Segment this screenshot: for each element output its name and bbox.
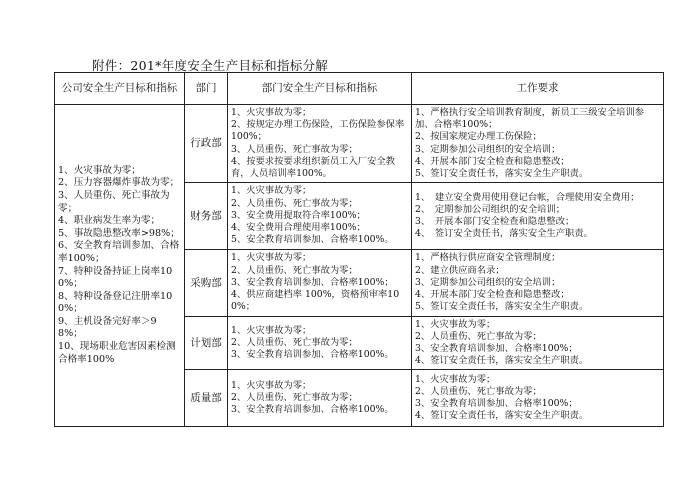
requirement-line: 2、人员重伤、死亡事故为零；: [415, 385, 542, 397]
requirement-line: 1、严格执行安全培训教育制度，新员工三级安全培训参加、合格率100%；: [415, 106, 645, 131]
department-cell: 质量部: [185, 370, 228, 427]
table-header-row: [55, 73, 664, 105]
requirement-line: 3、定期参加公司组织的安全培训；: [415, 276, 561, 288]
dept-goal-line: 1、火灾事故为零；: [231, 379, 312, 391]
dept-goal-line: 4、供应商建档率 100%，资格预审率100%；: [231, 289, 400, 313]
dept-goal-line: 4、安全费用合理使用率100%；: [231, 222, 366, 234]
dept-goal-line: 3、安全费用提取符合率100%；: [231, 209, 366, 221]
department-cell: 采购部: [185, 250, 228, 317]
company-goal-line: 1、火灾事故为零；: [58, 164, 141, 176]
dept-goals-cell: [228, 250, 412, 317]
dept-goal-line: 3、人员重伤、死亡事故为零；: [231, 143, 358, 155]
dept-goal-line: 4、按要求按要求组织新员工入厂安全教育，人员培训率100%。: [231, 155, 395, 179]
dept-goals-cell: [228, 370, 412, 427]
requirement-line: 3、安全教育培训参加、合格率100%；: [415, 398, 578, 409]
requirement-line: 2、建立供应商名录；: [415, 264, 505, 276]
company-goal-line: 6、安全教育培训参加、合格率100%；: [58, 240, 180, 264]
department-cell: 财务部: [185, 183, 228, 250]
dept-goal-line: 1、火灾事故为零；: [231, 252, 312, 264]
requirements-cell: [412, 183, 664, 250]
company-goal-line: 7、特种设备持证上岗率100%；: [58, 265, 173, 290]
requirement-line: 3、定期参加公司组织的安全培训；: [415, 143, 561, 155]
dept-goal-line: 2、人员重伤、死亡事故为零；: [231, 197, 358, 209]
dept-goal-line: 2、人员重伤、死亡事故为零；: [231, 391, 358, 403]
requirement-line: 4、开展本部门安全检查和隐患整改；: [415, 155, 570, 167]
dept-goal-line: 3、安全教育培训参加、合格率100%。: [231, 404, 394, 416]
company-goal-line: 3、人员重伤、死亡事故为零；: [58, 189, 170, 214]
requirement-line: 5、签订安全责任书，落实安全生产职责。: [415, 301, 589, 313]
header-department: 部门: [185, 73, 228, 105]
header-requirements: 工作要求: [412, 73, 664, 105]
requirement-line: 1、严格执行供应商安全管理制度；: [415, 252, 561, 264]
requirement-line: 2、按国家规定办理工伤保险；: [415, 131, 542, 143]
requirement-line: 2、 定期参加公司组织的安全培训；: [415, 203, 566, 215]
header-company-goals: 公司安全生产目标和指标: [55, 73, 185, 105]
company-goal-line: 2、压力容器爆炸事故为零；: [58, 177, 180, 189]
requirement-line: 2、人员重伤、死亡事故为零；: [415, 330, 542, 342]
requirement-line: 1、火灾事故为零；: [415, 373, 496, 385]
dept-goal-line: 2、人员重伤、死亡事故为零；: [231, 264, 358, 276]
requirements-cell: [412, 317, 664, 370]
department-cell: 行政部: [185, 105, 228, 183]
dept-goal-line: 1、火灾事故为零；: [231, 185, 312, 197]
dept-goal-line: 2、按规定办理工伤保险，工伤保险参保率100%；: [231, 119, 405, 143]
dept-goal-line: 3、安全教育培训参加、合格率100%。: [231, 349, 394, 361]
requirements-cell: [412, 250, 664, 317]
company-goal-line: 10、现场职业危害因素检测合格率100%: [58, 341, 176, 365]
company-goal-line: 8、特种设备登记注册率100%；: [58, 290, 173, 315]
requirement-line: 3、 开展本部门安全检查和隐患整改；: [415, 216, 575, 227]
requirements-cell: [412, 370, 664, 427]
company-goal-line: 4、职业病发生率为零；: [58, 215, 161, 227]
dept-goal-line: 3、安全教育培训参加、合格率100%；: [231, 276, 394, 288]
dept-goal-line: 1、火灾事故为零；: [231, 106, 312, 118]
requirement-line: 4、 签订安全责任书，落实安全生产职责。: [415, 228, 593, 240]
dept-goal-line: 1、火灾事故为零；: [231, 324, 312, 336]
department-cell: 计划部: [185, 317, 228, 370]
table-row: [55, 105, 664, 183]
company-goal-line: 5、事故隐患整改率>98%；: [58, 227, 180, 239]
requirement-line: 1、火灾事故为零；: [415, 318, 496, 330]
goals-table: [54, 72, 664, 427]
dept-goals-cell: [228, 183, 412, 250]
requirement-line: 5、签订安全责任书，落实安全生产职责。: [415, 167, 589, 179]
requirements-cell: [412, 105, 664, 183]
requirement-line: 1、 建立安全费用使用登记台帐，合理使用安全费用；: [415, 191, 640, 203]
company-goals-cell: [55, 105, 185, 427]
dept-goal-line: 2、人员重伤、死亡事故为零；: [231, 336, 358, 348]
dept-goals-cell: [228, 317, 412, 370]
dept-goal-line: 5、安全教育培训参加、合格率100%。: [231, 234, 394, 246]
requirement-line: 4、开展本部门安全检查和隐患整改；: [415, 289, 570, 301]
header-dept-goals: 部门安全生产目标和指标: [228, 73, 412, 105]
company-goal-line: 9、主机设备完好率＞98%；: [58, 315, 157, 340]
requirement-line: 4、签订安全责任书，落实安全生产职责。: [415, 410, 589, 422]
requirement-line: 4、签订安全责任书，落实安全生产职责。: [415, 355, 589, 367]
document-title: 附件：201*年度安全生产目标和指标分解: [92, 58, 329, 73]
requirement-line: 3、安全教育培训参加、合格率100%；: [415, 343, 578, 354]
dept-goals-cell: [228, 105, 412, 183]
